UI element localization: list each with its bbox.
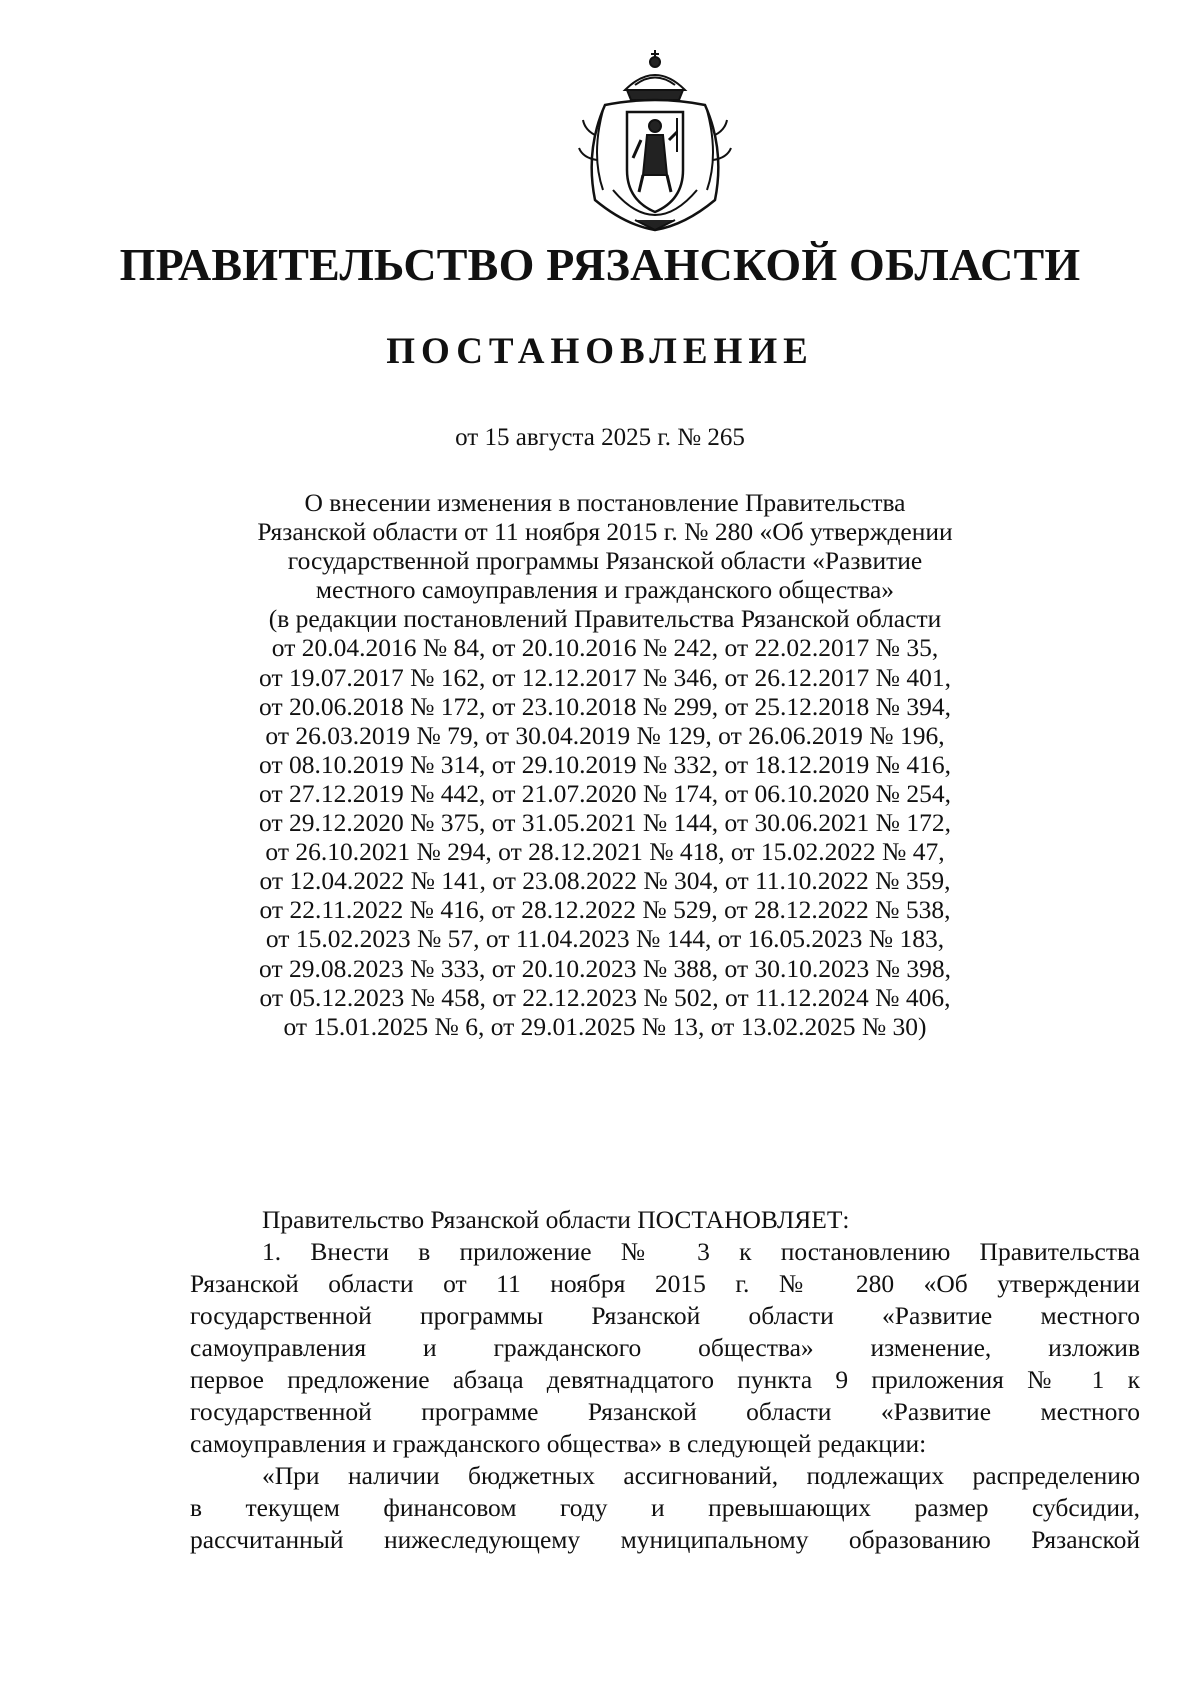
subject-line: государственной программы Рязанской области «Развитие — [287, 546, 923, 576]
subject-line: от 15.02.2023 № 57, от 11.04.2023 № 144, от 16.05.2023 № 183, — [265, 924, 945, 954]
paragraph-line: первое предложение абзаца девятнадцатого пункта 9 приложения № 1 к — [190, 1365, 1140, 1394]
paragraph-line: государственной программы Рязанской области «Развитие местного — [190, 1301, 1140, 1330]
quoted-text-paragraph — [190, 1460, 1140, 1556]
paragraph-line: 1. Внести в приложение № 3 к постановлению Правительства — [262, 1237, 1140, 1266]
paragraph-line: в текущем финансовом году и превышающих размер субсидии, — [190, 1493, 1140, 1522]
document-subject — [180, 488, 1030, 1041]
paragraph-line: рассчитанный нижеследующему муниципальному образованию Рязанской — [190, 1525, 1140, 1554]
subject-line: от 27.12.2019 № 442, от 21.07.2020 № 174, от 06.10.2020 № 254, — [259, 778, 951, 808]
subject-line: от 22.11.2022 № 416, от 28.12.2022 № 529, от 28.12.2022 № 538, — [259, 895, 951, 925]
paragraph-line: самоуправления и гражданского общества» изменение, изложив — [190, 1333, 1140, 1362]
subject-line: от 12.04.2022 № 141, от 23.08.2022 № 304, от 11.10.2022 № 359, — [259, 866, 951, 896]
subject-line: от 15.01.2025 № 6, от 29.01.2025 № 13, от 13.02.2025 № 30) — [283, 1011, 927, 1041]
paragraph-line: самоуправления и гражданского общества» в следующей редакции: — [190, 1429, 927, 1458]
subject-line: от 26.10.2021 № 294, от 28.12.2021 № 418, от 15.02.2022 № 47, — [265, 837, 945, 867]
subject-line: Рязанской области от 11 ноября 2015 г. № 280 «Об утверждении — [257, 517, 953, 547]
item-1-paragraph — [190, 1236, 1140, 1460]
organization-name: ПРАВИТЕЛЬСТВО РЯЗАНСКОЙ ОБЛАСТИ — [119, 239, 1081, 290]
subject-line: (в редакции постановлений Правительства Рязанской области — [268, 604, 942, 634]
subject-line: местного самоуправления и гражданского общества» — [315, 575, 895, 605]
subject-line: от 08.10.2019 № 314, от 29.10.2019 № 332, от 18.12.2019 № 416, — [259, 749, 951, 779]
paragraph-line: «При наличии бюджетных ассигнований, подлежащих распределению — [262, 1461, 1140, 1490]
subject-line: О внесении изменения в постановление Правительства — [304, 488, 906, 517]
resolves-paragraph: Правительство Рязанской области ПОСТАНОВЛЯЕТ: — [262, 1205, 850, 1234]
ryazan-coat-of-arms-emblem — [555, 40, 755, 240]
subject-line: от 29.12.2020 № 375, от 31.05.2021 № 144, от 30.06.2021 № 172, — [259, 808, 951, 838]
subject-line: от 19.07.2017 № 162, от 12.12.2017 № 346, от 26.12.2017 № 401, — [259, 662, 951, 692]
document-date-number: от 15 августа 2025 г. № 265 — [455, 424, 745, 451]
paragraph-line: Рязанской области от 11 ноября 2015 г. № 280 «Об утверждении — [190, 1269, 1140, 1298]
paragraph-line: государственной программе Рязанской области «Развитие местного — [190, 1397, 1140, 1426]
document-type-title: ПОСТАНОВЛЕНИЕ — [386, 331, 814, 372]
document-body — [190, 1204, 1140, 1556]
subject-line: от 29.08.2023 № 333, от 20.10.2023 № 388, от 30.10.2023 № 398, — [259, 953, 951, 983]
subject-line: от 20.06.2018 № 172, от 23.10.2018 № 299, от 25.12.2018 № 394, — [259, 691, 951, 721]
subject-line: от 20.04.2016 № 84, от 20.10.2016 № 242, от 22.02.2017 № 35, — [271, 633, 939, 663]
subject-line: от 05.12.2023 № 458, от 22.12.2023 № 502, от 11.12.2024 № 406, — [259, 982, 951, 1012]
subject-line: от 26.03.2019 № 79, от 30.04.2019 № 129, от 26.06.2019 № 196, — [265, 720, 945, 750]
